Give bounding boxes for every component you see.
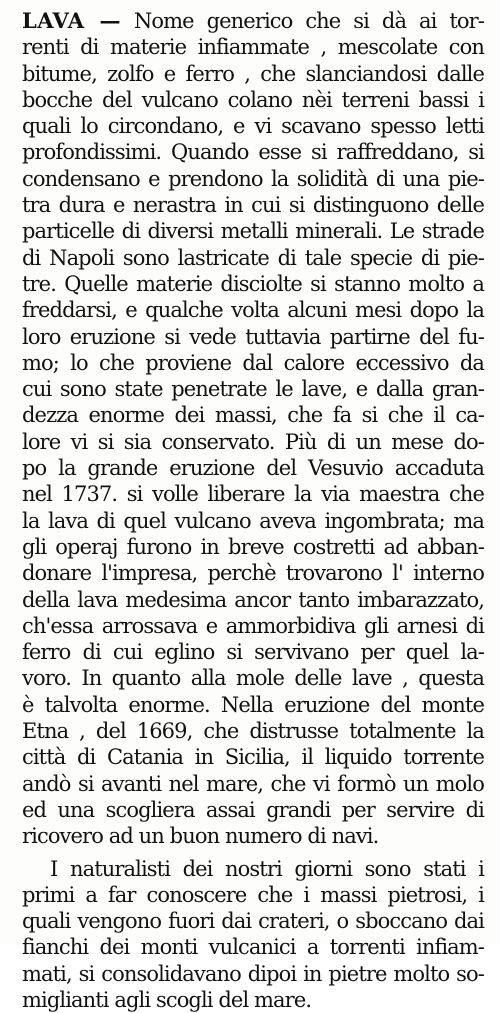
text-line: cui sono state penetrate le lave, e dalla gran- (22, 376, 484, 402)
text-line: dezza enorme dei massi, che fa si che il ca- (22, 402, 484, 428)
text-line: donare l'impresa, perchè trovarono l' interno (22, 560, 484, 586)
text-line: LAVA — Nome generico che si dà ai tor- (22, 8, 484, 34)
dictionary-entry-lava (22, 8, 484, 1013)
text-line: ferro di cui eglino si servivano per quel la- (22, 639, 484, 665)
entry-headword: LAVA — (22, 8, 121, 33)
text-line: Etna , del 1669, che distrusse totalmente la (22, 718, 484, 744)
text-line: I naturalisti dei nostri giorni sono stati i (22, 856, 484, 882)
text-line: lore vi si sia conservato. Più di un mese do- (22, 429, 484, 455)
text-line: freddarsi, e qualche volta alcuni mesi dopo la (22, 297, 484, 323)
text-line: della lava medesima ancor tanto imbarazzato, (22, 587, 484, 613)
text-line: primi a far conoscere che i massi pietrosi, i (22, 882, 484, 908)
text-line: ed una scogliera assai grandi per servire di (22, 797, 484, 823)
text-line: città di Catania in Sicilia, il liquido torrente (22, 744, 484, 770)
text-line: bocche del vulcano colano nèi terreni bassi i (22, 87, 484, 113)
text-line: quali lo circondano, e vi scavano spesso letti (22, 113, 484, 139)
text-line: tra dura e nerastra in cui si distinguono delle (22, 192, 484, 218)
text-line: condensano e prendono la solidità di una pie- (22, 166, 484, 192)
text-line: mo; lo che proviene dal calore eccessivo da (22, 350, 484, 376)
entry-paragraph-2 (22, 856, 484, 1013)
text-line: bitume, zolfo e ferro , che slanciandosi dalle (22, 61, 484, 87)
text-line: voro. In quanto alla mole delle lave , questa (22, 665, 484, 691)
text-line: mati, si consolidavano dipoi in pietre molto so- (22, 961, 484, 987)
text-line: profondissimi. Quando esse si raffreddano, si (22, 139, 484, 165)
text-line: di Napoli sono lastricate di tale specie di pie- (22, 245, 484, 271)
text-line: fianchi dei monti vulcanici a torrenti infiam- (22, 934, 484, 960)
text-line: po la grande eruzione del Vesuvio accaduta (22, 455, 484, 481)
text-line: la lava di quel vulcano aveva ingombrata; ma (22, 508, 484, 534)
text-line: ch'essa arrossava e ammorbidiva gli arnesi di (22, 613, 484, 639)
text-line: è talvolta enorme. Nella eruzione del monte (22, 692, 484, 718)
text-line: andò si avanti nel mare, che vi formò un molo (22, 771, 484, 797)
text-line: gli operaj furono in breve costretti ad abban- (22, 534, 484, 560)
text-line: tre. Quelle materie disciolte si stanno molto a (22, 271, 484, 297)
text-line: loro eruzione si vede tuttavia partirne del fu- (22, 324, 484, 350)
text-line: miglianti agli scogli del mare. (22, 987, 484, 1013)
text-line: ricovero ad un buon numero di navi. (22, 823, 484, 849)
entry-paragraph-1 (22, 8, 484, 850)
text-line: quali vengono fuori dai crateri, o sboccano dai (22, 908, 484, 934)
text-line: nel 1737. si volle liberare la via maestra che (22, 481, 484, 507)
text-line: renti di materie infiammate , mescolate con (22, 34, 484, 60)
text-line: particelle di diversi metalli minerali. Le strade (22, 218, 484, 244)
